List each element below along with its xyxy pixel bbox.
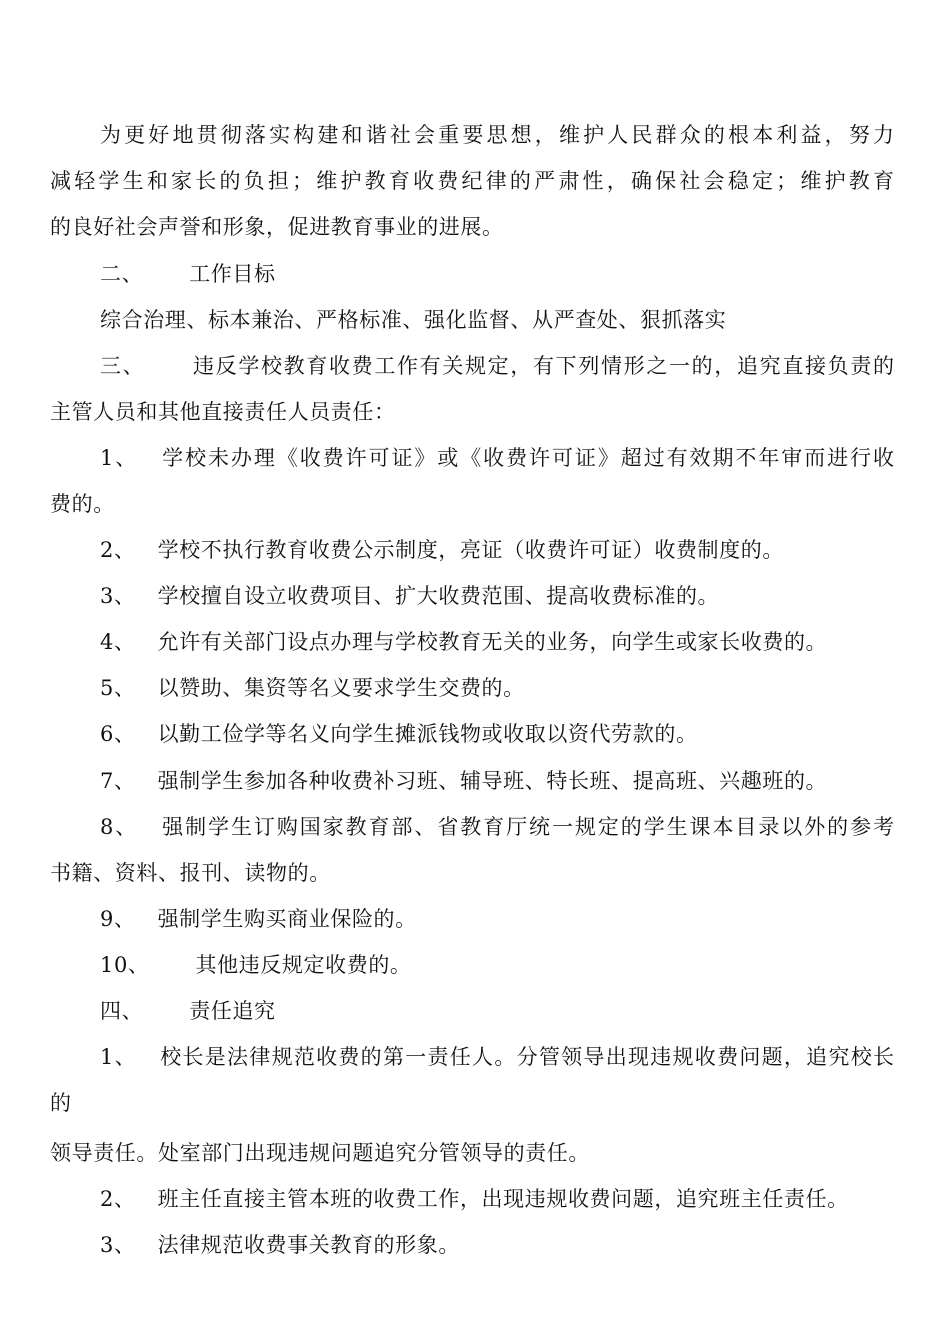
list-item [100,675,525,701]
item-text-continued: 费的。 [50,492,115,516]
list-item [100,768,827,794]
item-text: 以勤工俭学等名义向学生摊派钱物或收取以资代劳款的。 [157,722,698,746]
item-text: 允许有关部门设点办理与学校教育无关的业务，向学生或家长收费的。 [157,630,828,654]
section-number: 三、 [100,354,146,378]
section-number: 二、 [100,262,144,286]
item-text: 强制学生购买商业保险的。 [157,907,417,931]
list-item [100,721,698,747]
item-number: 8、 [100,815,139,839]
item-number: 2、 [100,1187,136,1211]
section-heading [100,998,276,1024]
list-item [100,1232,460,1258]
intro-line-2: 减轻学生和家长的负担；维护教育收费纪律的严肃性，确保社会稳定；维护教育 [50,169,894,193]
section-number: 四、 [100,999,144,1023]
item-text: 班主任直接主管本班的收费工作，出现违规收费问题，追究班主任责任。 [157,1187,849,1211]
item-number: 1、 [100,446,139,470]
intro-line-3: 的良好社会声誉和形象，促进教育事业的进展。 [50,215,504,239]
item-number: 9、 [100,907,136,931]
list-item [100,537,784,563]
item-number: 4、 [100,630,136,654]
list-item [100,583,719,609]
item-text-continued: 领导责任。处室部门出现违规问题追究分管领导的责任。 [50,1141,590,1165]
list-item [100,952,412,978]
section-heading [100,353,894,379]
item-text: 法律规范收费事关教育的形象。 [157,1233,460,1257]
list-item [100,629,827,655]
item-text-continued: 书籍、资料、报刊、读物的。 [50,861,331,885]
item-number: 5、 [100,676,136,700]
item-number: 7、 [100,769,136,793]
item-number: 10、 [100,953,150,977]
list-item [100,814,894,840]
item-text: 强制学生参加各种收费补习班、辅导班、特长班、提高班、兴趣班的。 [157,769,828,793]
section-title: 违反学校教育收费工作有关规定，有下列情形之一的，追究直接负责的 [191,354,894,378]
item-text: 学校未办理《收费许可证》或《收费许可证》超过有效期不年审而进行收 [160,446,894,470]
section-title-continued: 主管人员和其他直接责任人员责任： [50,400,396,424]
item-number: 6、 [100,722,136,746]
item-text-continued: 的 [50,1091,72,1115]
list-item [100,1186,849,1212]
section-content: 综合治理、标本兼治、严格标准、强化监督、从严查处、狠抓落实 [100,308,727,332]
item-number: 3、 [100,1233,136,1257]
section-title: 责任追究 [189,999,276,1023]
item-number: 3、 [100,584,136,608]
item-text: 校长是法律规范收费的第一责任人。分管领导出现违规收费问题，追究校长 [158,1045,894,1069]
list-item [100,1044,894,1070]
item-text: 其他违反规定收费的。 [195,953,412,977]
section-heading [100,261,276,287]
item-text: 学校擅自设立收费项目、扩大收费范围、提高收费标准的。 [157,584,720,608]
list-item [100,445,894,471]
item-number: 2、 [100,538,136,562]
section-title: 工作目标 [189,262,276,286]
list-item [100,906,417,932]
item-text: 学校不执行教育收费公示制度，亮证（收费许可证）收费制度的。 [157,538,784,562]
intro-line-1: 为更好地贯彻落实构建和谐社会重要思想，维护人民群众的根本利益，努力 [100,123,894,147]
item-text: 强制学生订购国家教育部、省教育厅统一规定的学生课本目录以外的参考 [160,815,894,839]
item-text: 以赞助、集资等名义要求学生交费的。 [157,676,525,700]
item-number: 1、 [100,1045,137,1069]
